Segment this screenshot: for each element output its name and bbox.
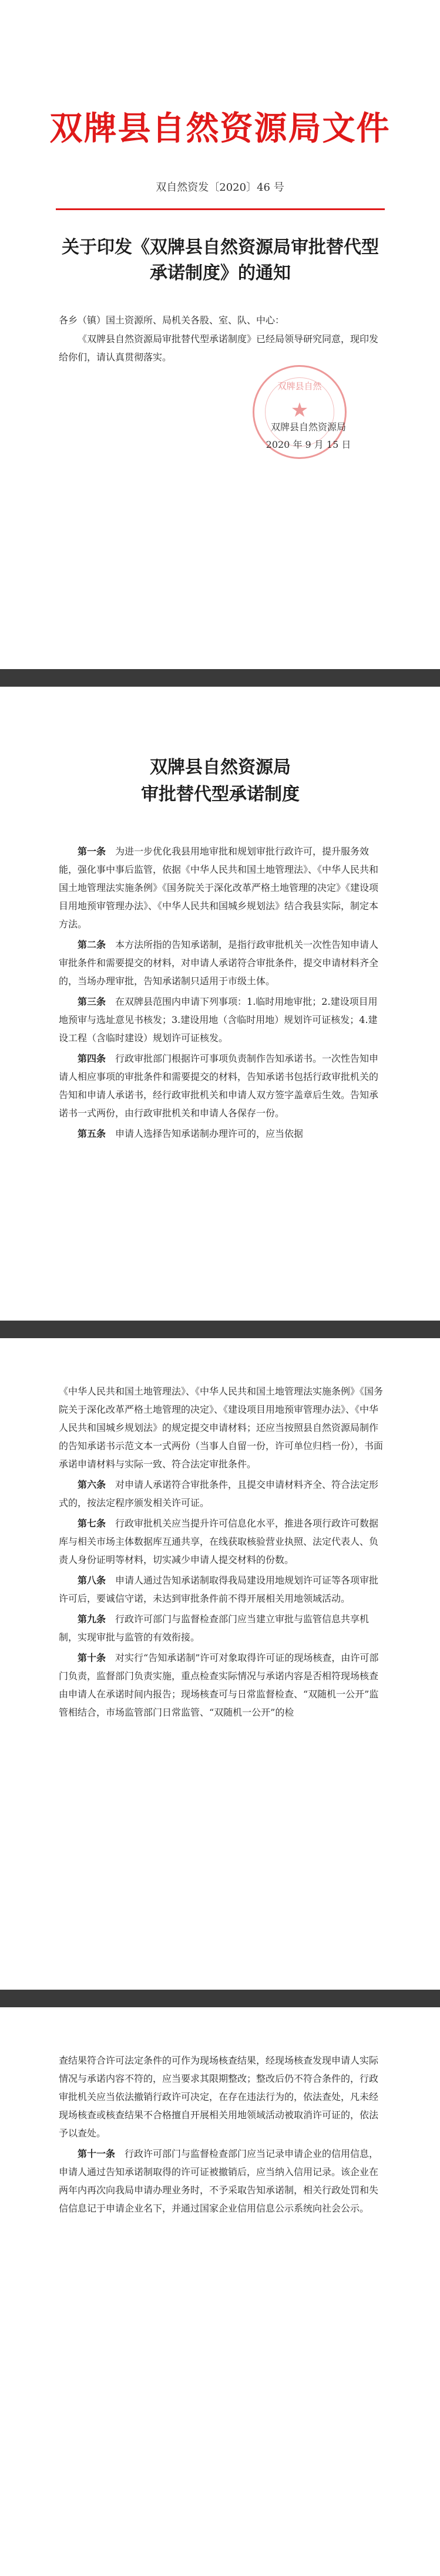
article-text: 行政审批机关应当提升许可信息化水平，推进各项行政许可数据库与相关市场主体数据库互通共享，在线获取核验营业执照、法定代表人、负责人身份证明等材料，切实减少申请人提交材料的份数。 bbox=[59, 1518, 379, 1565]
regulation-body-final bbox=[59, 2051, 385, 2220]
notice-title-line-2: 承诺制度》的通知 bbox=[150, 263, 291, 283]
article-number: 第十条 bbox=[78, 1652, 106, 1663]
article bbox=[59, 1571, 385, 1608]
regulation-title-line-2: 审批替代型承诺制度 bbox=[141, 784, 300, 805]
article-text: 对实行“告知承诺制”许可对象取得许可证的现场核查，由许可部门负责，监督部门负责实施，重点检查实际情况与承诺内容是否相符现场核查由申请人在承诺时间内报告；现场核查可与日常监督检查、“双随机一公开”监管相结合，市场监管部门日常监管、“双随机一公开”的检 bbox=[59, 1652, 379, 1718]
article bbox=[59, 992, 385, 1047]
article-text: 为进一步优化我县用地审批和规划审批行政许可，提升服务效能，强化事中事后监管，依据《中华人民共和国土地管理法》、《中华人民共和国土地管理法实施条例》《国务院关于深化改革严格土地管理的决定》《建设项目用地预审管理办法》、《中华人民共和国城乡规划法》结合我县实际，制定本方法。 bbox=[59, 846, 379, 930]
regulation-body bbox=[59, 842, 385, 1145]
seal-ring-text: 双牌县自然 bbox=[277, 381, 322, 391]
article bbox=[59, 1610, 385, 1646]
article-text: 行政许可部门与监督检查部门应当记录申请企业的信用信息，申请人通过告知承诺制取得的许可证被撤销后，应当纳入信用记录。该企业在两年内再次向我局申请办理业务时，不予采取告知承诺制，相关行政处罚和失信信息记于申请企业名下，并通过国家企业信用信息公示系统向社会公示。 bbox=[59, 2148, 379, 2214]
article bbox=[59, 1049, 385, 1122]
article bbox=[59, 2145, 385, 2217]
notice-title bbox=[56, 235, 385, 286]
regulation-title-line-1: 双牌县自然资源局 bbox=[150, 757, 291, 778]
page-separator bbox=[0, 1990, 440, 2007]
seal-star-icon: ★ bbox=[290, 399, 309, 422]
article-text: 行政许可部门与监督检查部门应当建立审批与监管信息共享机制，实现审批与监管的有效衔接。 bbox=[59, 1613, 370, 1643]
article-number: 第三条 bbox=[78, 996, 106, 1007]
article bbox=[59, 936, 385, 990]
article-number: 第七条 bbox=[78, 1518, 106, 1529]
article bbox=[59, 1476, 385, 1512]
notice-title-line-1: 关于印发《双牌县自然资源局审批替代型 bbox=[62, 237, 379, 258]
continued-paragraph: 《中华人民共和国土地管理法》、《中华人民共和国土地管理法实施条例》《国务院关于深化改革严格土地管理的决定》、《建设项目用地预审管理办法》、《中华人民共和国城乡规划法》的规定提交申请材料；还应当按照县自然资源局制作的告知承诺书示范文本一式两份（当事人自留一份，许可单位归档一份），书面承诺申请材料与实际一致、符合法定审批条件。 bbox=[59, 1386, 384, 1470]
addressee: 各乡（镇）国土资源所、局机关各股、室、队、中心： bbox=[59, 315, 285, 326]
article bbox=[59, 842, 385, 933]
article-text: 对申请人承诺符合审批条件，且提交申请材料齐全、符合法定形式的，按法定程序颁发相关许可证。 bbox=[59, 1479, 379, 1508]
sign-date: 2020 年 9 月 15 日 bbox=[266, 439, 351, 450]
page-regulation-1 bbox=[0, 687, 440, 1321]
article bbox=[59, 1125, 385, 1143]
article-number: 第一条 bbox=[78, 846, 106, 857]
article-text: 行政审批部门根据许可事项负责制作告知承诺书。一次性告知申请人相应事项的审批条件和需要提交的材料，告知承诺书包括行政审批机关的告知和申请人承诺书，经行政审批机关和申请人双方签字盖章后生效。告知承诺书一式两份，由行政审批机关和申请人各保存一份。 bbox=[59, 1053, 379, 1119]
article bbox=[59, 1649, 385, 1721]
regulation-body-continued bbox=[59, 1382, 385, 1724]
signer: 双牌县自然资源局 bbox=[270, 421, 346, 433]
article-number: 第二条 bbox=[78, 939, 106, 950]
red-divider bbox=[56, 208, 385, 210]
article-number: 第九条 bbox=[78, 1613, 106, 1625]
article-text: 申请人通过告知承诺制取得我局建设用地规划许可证等各项审批许可后，要诚信守诺，未达到审批条件前不得开展相关用地领域活动。 bbox=[59, 1575, 379, 1604]
article-number: 第五条 bbox=[78, 1128, 106, 1139]
article-number: 第四条 bbox=[78, 1053, 106, 1064]
article-text: 在双牌县范围内申请下列事项：1.临时用地审批；2.建设项目用地预审与选址意见书核发；3.建设用地（含临时用地）规划许可证核发；4.建设工程（含临时建设）规划许可证核发。 bbox=[59, 996, 378, 1044]
article bbox=[59, 1514, 385, 1569]
page-separator bbox=[0, 1321, 440, 1338]
regulation-title bbox=[56, 754, 385, 808]
page-separator bbox=[0, 669, 440, 687]
article-number: 第八条 bbox=[78, 1575, 106, 1586]
article-number: 第十一条 bbox=[78, 2148, 116, 2159]
notice-intro: 《双牌县自然资源局审批替代型承诺制度》已经局领导研究同意，现印发给你们，请认真贯彻落实。 bbox=[59, 333, 379, 363]
page-regulation-2 bbox=[0, 1338, 440, 1990]
document-number: 双自然资发〔2020〕46 号 bbox=[156, 181, 284, 194]
article-number: 第六条 bbox=[78, 1479, 106, 1490]
page-notice bbox=[0, 0, 440, 669]
page-regulation-3 bbox=[0, 2007, 440, 2576]
document-header: 双牌县自然资源局文件 bbox=[49, 109, 391, 148]
continued-paragraph: 查结果符合许可法定条件的可作为现场核查结果，经现场核查发现申请人实际情况与承诺内容不符的，应当要求其限期整改；整改后仍不符合条件的，行政审批机关应当依法撤销行政许可决定，在存在违法行为的，依法查处，凡未经现场核查或核查结果不合格擅自开展相关用地领域活动被取消许可证的，依法予以查处。 bbox=[59, 2055, 379, 2139]
article-text: 本方法所指的告知承诺制，是指行政审批机关一次性告知申请人审批条件和需要提交的材料，对申请人承诺符合审批条件，提交申请材料齐全的，当场办理审批，告知承诺制只适用于市级土体。 bbox=[59, 939, 379, 987]
article-text: 申请人选择告知承诺制办理许可的，应当依据 bbox=[115, 1128, 304, 1139]
